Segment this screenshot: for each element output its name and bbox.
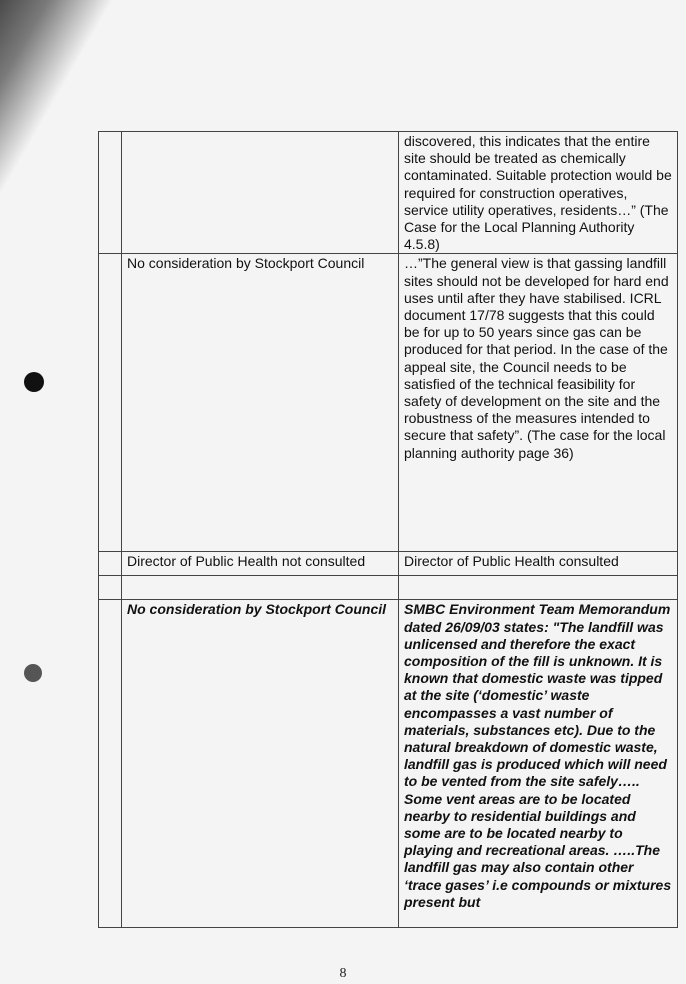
left-cell: No consideration by Stockport Council (122, 600, 399, 928)
margin-cell (99, 600, 122, 928)
page-number: 8 (339, 966, 347, 981)
left-cell (122, 576, 399, 600)
right-cell: discovered, this indicates that the entire site should be treated as chemically contaminated. Suitable protection would be required for construction operatives, service utility operatives, residents…” (The Case for the Local Planning Authority 4.5.8) (399, 132, 678, 254)
right-cell: …”The general view is that gassing landfill sites should not be developed for hard end uses until after they have stabilised. ICRL document 17/78 suggests that this could be for up to 50 years since gas can be produced for that period. In the case of the appeal site, the Council needs to be satisfied of the technical feasibility for safety of development on the site and the robustness of the measures intended to secure that safety”. (The case for the local planning authority page 36) (399, 254, 678, 552)
left-cell (122, 132, 399, 254)
punch-hole (24, 664, 42, 682)
margin-cell (99, 254, 122, 552)
right-cell: SMBC Environment Team Memorandum dated 26/09/03 states: "The landfill was unlicensed and therefore the exact composition of the fill is unknown. It is known that domestic waste was tipped at the site (‘domestic’ waste encompasses a vast number of materials, substances etc). Due to the natural breakdown of domestic waste, landfill gas is produced which will need to be vented from the site safely….. Some vent areas are to be located nearby to residential buildings and some are to be located nearby to playing and recreational areas. …..The landfill gas may also contain other ‘trace gases’ i.e compounds or mixtures present but (399, 600, 678, 928)
left-cell: No consideration by Stockport Council (122, 254, 399, 552)
table-row (99, 254, 678, 552)
table-row (99, 600, 678, 928)
table-row (99, 576, 678, 600)
right-cell: Director of Public Health consulted (399, 552, 678, 576)
right-cell (399, 576, 678, 600)
table-row (99, 132, 678, 254)
margin-cell (99, 132, 122, 254)
comparison-table (98, 131, 678, 928)
table-row (99, 552, 678, 576)
punch-hole (24, 372, 44, 392)
margin-cell (99, 552, 122, 576)
left-cell: Director of Public Health not consulted (122, 552, 399, 576)
margin-cell (99, 576, 122, 600)
